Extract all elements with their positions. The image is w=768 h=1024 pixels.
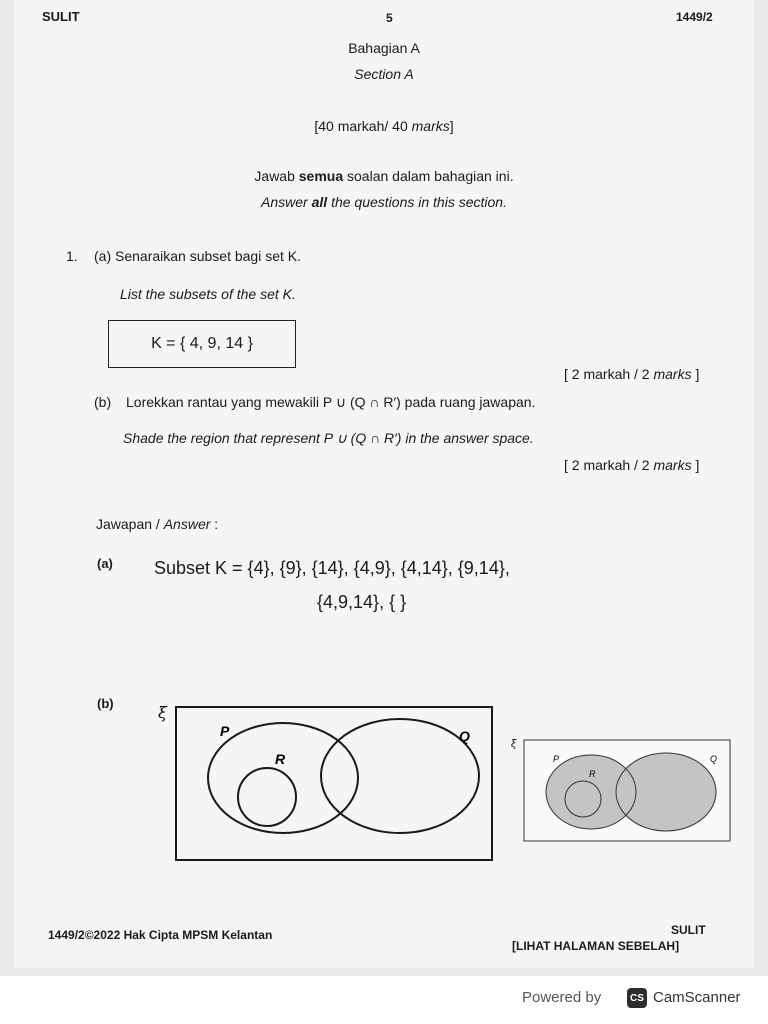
answer-heading-italic: Answer — [163, 516, 211, 532]
part-b-en: Shade the region that represent P ∪ (Q ∩ R′) in the answer space. — [123, 430, 534, 446]
answer-a-label: (a) — [97, 556, 113, 571]
section-title-en: Section A — [354, 66, 414, 82]
answer-heading-post: : — [210, 516, 219, 532]
answer-heading-pre: Jawapan / — [96, 516, 164, 532]
instruction-en-bold: all — [311, 194, 328, 210]
footer-copyright: 1449/2©2022 Hak Cipta MPSM Kelantan — [48, 928, 273, 942]
part-b-marks-italic: marks — [653, 457, 692, 473]
venn-set-q — [321, 719, 479, 833]
venn-diagram-main — [150, 700, 500, 866]
footer-sulit: SULIT — [671, 923, 706, 937]
paper-code: 1449/2 — [676, 10, 713, 24]
part-a-marks — [564, 366, 699, 382]
part-b-label: (b) — [94, 394, 112, 410]
instruction-ms-bold: semua — [298, 168, 344, 184]
answer-venn-label-p: P — [553, 754, 560, 764]
venn-label-p: P — [220, 723, 230, 739]
instruction-ms-pre: Jawab — [254, 168, 299, 184]
instruction-en-pre: Answer — [261, 194, 312, 210]
section-marks — [0, 118, 768, 134]
set-k-box — [108, 320, 296, 368]
answer-a-line2: {4,9,14}, { } — [317, 592, 407, 612]
question-part-a-en: List the subsets of the set K. — [120, 286, 296, 302]
instruction-en-post: the questions in this section. — [327, 194, 507, 210]
part-b-ms: Lorekkan rantau yang mewakili P ∪ (Q ∩ R′) pada ruang jawapan. — [126, 394, 536, 410]
footer-turn-over: [LIHAT HALAMAN SEBELAH] — [512, 939, 680, 953]
section-marks-prefix: [40 markah/ 40 — [314, 118, 412, 134]
section-marks-italic: marks — [411, 118, 450, 134]
part-b-marks-suffix: ] — [691, 457, 700, 473]
camscanner-logo-icon: CS — [627, 988, 647, 1008]
answer-b-label: (b) — [97, 696, 114, 711]
venn-set-r — [238, 768, 296, 826]
part-a-marks-italic: marks — [653, 366, 692, 382]
answer-venn-universal: ξ — [511, 739, 517, 750]
venn-set-p — [208, 723, 358, 833]
powered-by-text: Powered by — [522, 989, 602, 1006]
answer-heading — [96, 516, 218, 532]
instruction-en — [0, 194, 768, 210]
part-a-marks-suffix: ] — [691, 366, 700, 382]
instruction-ms — [0, 168, 768, 184]
venn-universal-symbol: ξ — [158, 703, 167, 722]
page-number: 5 — [386, 11, 393, 25]
question-part-a-ms: (a) Senaraikan subset bagi set K. — [94, 248, 302, 264]
venn-label-q: Q — [459, 728, 470, 744]
answer-venn-label-q: Q — [710, 754, 718, 764]
part-b-marks — [564, 457, 699, 473]
camscanner-brand: CamScanner — [653, 989, 741, 1006]
section-title-ms: Bahagian A — [348, 40, 420, 56]
question-number: 1. — [66, 248, 78, 264]
section-marks-suffix: ] — [449, 118, 454, 134]
set-k-text: K = { 4, 9, 14 } — [151, 335, 253, 352]
part-b-marks-prefix: [ 2 markah / 2 — [564, 457, 654, 473]
instruction-ms-post: soalan dalam bahagian ini. — [343, 168, 514, 184]
answer-venn-label-r: R — [589, 769, 596, 779]
venn-label-r: R — [275, 751, 286, 767]
part-a-marks-prefix: [ 2 markah / 2 — [564, 366, 654, 382]
header-sulit: SULIT — [42, 9, 80, 24]
venn-diagram-answer — [508, 734, 734, 846]
answer-a-line1: Subset K = {4}, {9}, {14}, {4,9}, {4,14}, {9,14}, — [154, 558, 510, 578]
